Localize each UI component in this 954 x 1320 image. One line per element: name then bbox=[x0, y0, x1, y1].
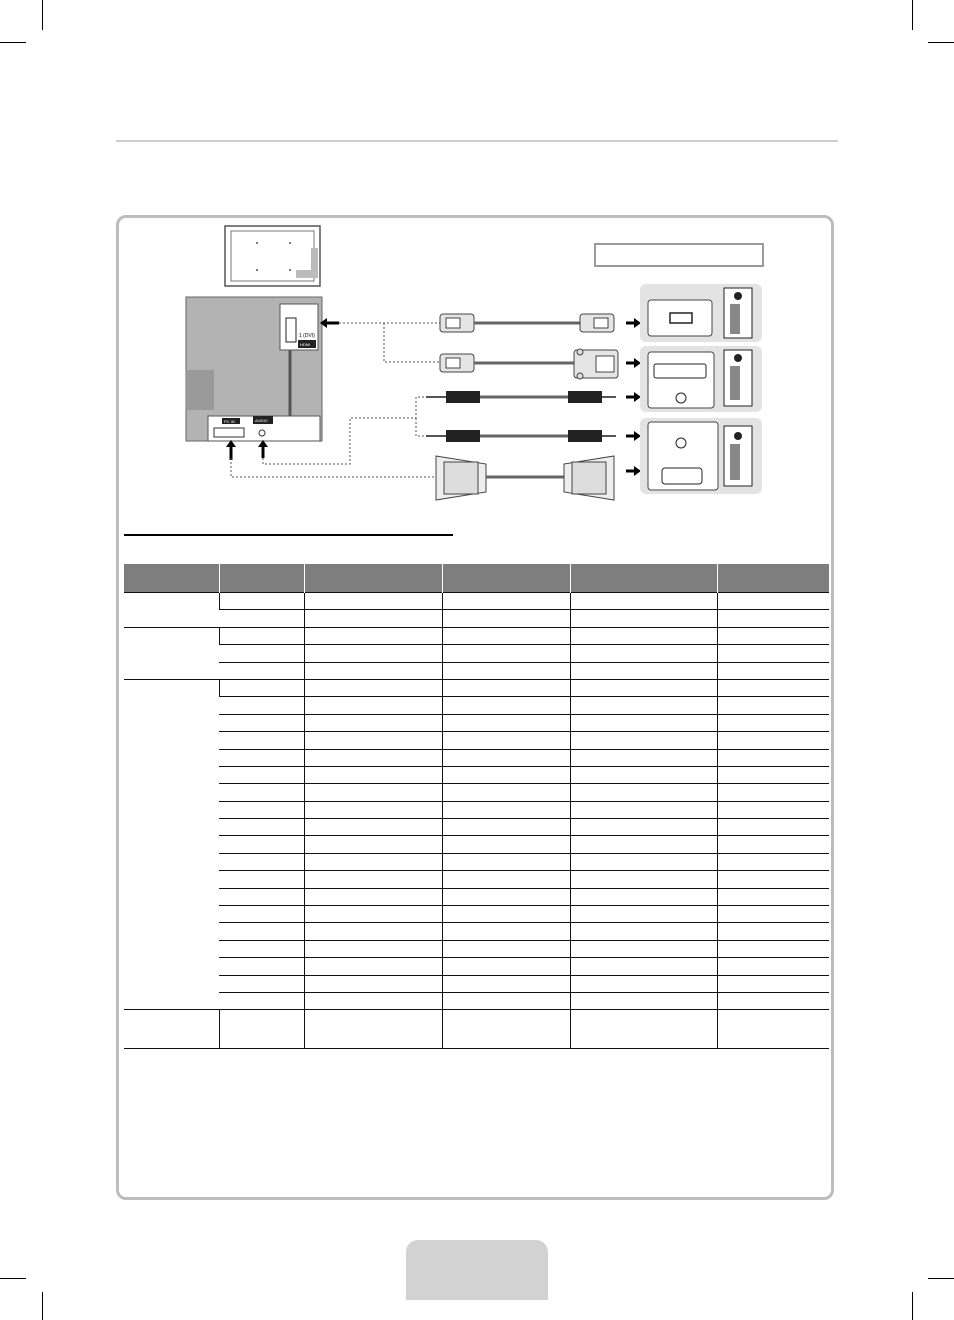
table-cell bbox=[219, 679, 304, 696]
table-cell bbox=[717, 975, 829, 992]
table-row bbox=[124, 697, 829, 714]
table-cell bbox=[570, 645, 717, 662]
table-row bbox=[124, 645, 829, 662]
table-row bbox=[124, 940, 829, 957]
table-header-row bbox=[124, 564, 829, 593]
table-cell bbox=[570, 940, 717, 957]
table-cell bbox=[570, 853, 717, 870]
table-row bbox=[124, 1010, 829, 1049]
table-cell bbox=[717, 610, 829, 627]
table-cell bbox=[442, 714, 570, 731]
table-cell bbox=[717, 593, 829, 610]
table-cell bbox=[219, 819, 304, 836]
table-cell bbox=[442, 940, 570, 957]
table-cell bbox=[304, 784, 442, 801]
table-row bbox=[124, 836, 829, 853]
table-cell bbox=[717, 732, 829, 749]
table-cell bbox=[717, 645, 829, 662]
table-cell bbox=[570, 766, 717, 783]
table-cell bbox=[717, 853, 829, 870]
table-cell bbox=[717, 923, 829, 940]
table-cell bbox=[570, 992, 717, 1009]
table-cell bbox=[304, 871, 442, 888]
table-cell bbox=[442, 610, 570, 627]
table-cell bbox=[304, 923, 442, 940]
table-cell bbox=[717, 714, 829, 731]
table-cell bbox=[570, 784, 717, 801]
crop-mark bbox=[42, 1292, 43, 1320]
table-cell bbox=[717, 992, 829, 1009]
table-cell bbox=[570, 610, 717, 627]
table-cell bbox=[442, 801, 570, 818]
table-cell bbox=[570, 714, 717, 731]
hdmi-port-label: HDMI bbox=[300, 342, 311, 347]
table-cell bbox=[717, 871, 829, 888]
table-cell bbox=[304, 819, 442, 836]
table-row bbox=[124, 853, 829, 870]
table-header-cell bbox=[570, 564, 717, 593]
table-cell bbox=[570, 836, 717, 853]
table-cell bbox=[304, 853, 442, 870]
table-cell bbox=[442, 627, 570, 644]
table-cell bbox=[219, 801, 304, 818]
table-row bbox=[124, 610, 829, 627]
table-cell bbox=[570, 662, 717, 679]
table-cell bbox=[219, 662, 304, 679]
table-cell bbox=[717, 679, 829, 696]
table-cell bbox=[570, 801, 717, 818]
table-cell bbox=[219, 992, 304, 1009]
table-cell bbox=[219, 714, 304, 731]
hdmi-cable-icon bbox=[440, 314, 614, 332]
hdmi-port-number: 1 (DVI) bbox=[299, 333, 315, 339]
table-header-cell bbox=[124, 564, 219, 593]
display-modes-table bbox=[124, 564, 829, 1049]
table-cell bbox=[442, 836, 570, 853]
table-cell bbox=[304, 662, 442, 679]
table-cell bbox=[219, 923, 304, 940]
table-group-cell bbox=[124, 593, 219, 628]
table-cell bbox=[717, 784, 829, 801]
table-cell bbox=[570, 697, 717, 714]
table-header-cell bbox=[442, 564, 570, 593]
crop-mark bbox=[928, 1278, 954, 1279]
table-cell bbox=[717, 888, 829, 905]
table-cell bbox=[442, 732, 570, 749]
table-cell bbox=[570, 1010, 717, 1049]
table-cell bbox=[442, 992, 570, 1009]
table-cell bbox=[219, 627, 304, 644]
table-group-cell bbox=[124, 627, 219, 679]
table-cell bbox=[219, 766, 304, 783]
table-cell bbox=[442, 958, 570, 975]
table-row bbox=[124, 819, 829, 836]
tv-front-outline-icon bbox=[225, 226, 320, 286]
d-sub-cable-icon bbox=[436, 456, 614, 500]
crop-mark bbox=[912, 1292, 913, 1320]
table-cell bbox=[304, 610, 442, 627]
page-number-tab bbox=[406, 1240, 548, 1300]
table-row bbox=[124, 784, 829, 801]
table-header-cell bbox=[219, 564, 304, 593]
table-cell bbox=[304, 697, 442, 714]
table-cell bbox=[442, 871, 570, 888]
table-cell bbox=[717, 819, 829, 836]
table-cell bbox=[570, 958, 717, 975]
table-cell bbox=[570, 627, 717, 644]
audio-in-label: AUDIO bbox=[255, 418, 268, 423]
crop-mark bbox=[0, 1278, 26, 1279]
table-cell bbox=[304, 679, 442, 696]
diagram-caption-box bbox=[594, 243, 764, 267]
table-group-cell bbox=[124, 679, 219, 1009]
table-cell bbox=[717, 958, 829, 975]
table-cell bbox=[304, 888, 442, 905]
table-cell bbox=[570, 871, 717, 888]
table-cell bbox=[717, 1010, 829, 1049]
table-cell bbox=[442, 697, 570, 714]
table-cell bbox=[570, 923, 717, 940]
table-cell bbox=[304, 1010, 442, 1049]
table-cell bbox=[219, 610, 304, 627]
table-row bbox=[124, 871, 829, 888]
table-header-cell bbox=[304, 564, 442, 593]
table-cell bbox=[570, 593, 717, 610]
table-cell bbox=[442, 593, 570, 610]
table-cell bbox=[570, 906, 717, 923]
table-cell bbox=[304, 593, 442, 610]
table-cell bbox=[717, 906, 829, 923]
table-cell bbox=[219, 836, 304, 853]
table-cell bbox=[442, 888, 570, 905]
table-cell bbox=[304, 714, 442, 731]
table-cell bbox=[717, 697, 829, 714]
table-cell bbox=[219, 975, 304, 992]
table-cell bbox=[304, 766, 442, 783]
table-cell bbox=[442, 906, 570, 923]
table-cell bbox=[442, 679, 570, 696]
table-row bbox=[124, 732, 829, 749]
table-cell bbox=[717, 801, 829, 818]
table-cell bbox=[219, 871, 304, 888]
table-cell bbox=[219, 749, 304, 766]
table-row bbox=[124, 975, 829, 992]
table-row bbox=[124, 662, 829, 679]
table-cell bbox=[219, 645, 304, 662]
table-cell bbox=[442, 749, 570, 766]
table-cell bbox=[717, 836, 829, 853]
table-cell bbox=[219, 958, 304, 975]
table-cell bbox=[570, 888, 717, 905]
table-cell bbox=[442, 784, 570, 801]
table-cell bbox=[304, 906, 442, 923]
table-cell bbox=[717, 749, 829, 766]
table-cell bbox=[442, 645, 570, 662]
table-cell bbox=[717, 662, 829, 679]
table-cell bbox=[570, 819, 717, 836]
table-row bbox=[124, 906, 829, 923]
table-cell bbox=[717, 940, 829, 957]
table-row bbox=[124, 679, 829, 696]
table-cell bbox=[442, 975, 570, 992]
table-cell bbox=[219, 906, 304, 923]
table-cell bbox=[219, 593, 304, 610]
table-cell bbox=[219, 1010, 304, 1049]
table-header-cell bbox=[717, 564, 829, 593]
table-cell bbox=[219, 853, 304, 870]
tv-rear-panel-icon bbox=[186, 297, 322, 441]
section-title-underline bbox=[124, 534, 453, 536]
table-row bbox=[124, 801, 829, 818]
table-cell bbox=[219, 940, 304, 957]
table-cell bbox=[570, 749, 717, 766]
table-cell bbox=[304, 801, 442, 818]
table-cell bbox=[442, 662, 570, 679]
table-cell bbox=[570, 975, 717, 992]
table-row bbox=[124, 923, 829, 940]
table-cell bbox=[442, 819, 570, 836]
table-cell bbox=[304, 958, 442, 975]
pc-tower-icon bbox=[640, 284, 762, 494]
table-row bbox=[124, 749, 829, 766]
table-row bbox=[124, 992, 829, 1009]
table-cell bbox=[442, 923, 570, 940]
connection-diagram bbox=[0, 0, 954, 520]
table-cell bbox=[442, 766, 570, 783]
table-cell bbox=[717, 627, 829, 644]
table-cell bbox=[304, 749, 442, 766]
table-cell bbox=[304, 732, 442, 749]
table-cell bbox=[304, 627, 442, 644]
table-cell bbox=[219, 697, 304, 714]
table-row bbox=[124, 714, 829, 731]
table-row bbox=[124, 627, 829, 644]
table-row bbox=[124, 766, 829, 783]
table-cell bbox=[304, 836, 442, 853]
table-cell bbox=[219, 784, 304, 801]
table-cell bbox=[219, 888, 304, 905]
table-cell bbox=[570, 732, 717, 749]
pc-in-label: PC IN bbox=[224, 419, 235, 424]
table-cell bbox=[717, 766, 829, 783]
table-cell bbox=[304, 975, 442, 992]
table-row bbox=[124, 888, 829, 905]
table-cell bbox=[442, 1010, 570, 1049]
table-cell bbox=[304, 940, 442, 957]
table-group-cell bbox=[124, 1010, 219, 1049]
hdmi-to-dvi-cable-icon bbox=[440, 349, 618, 379]
table-cell bbox=[304, 645, 442, 662]
table-cell bbox=[570, 679, 717, 696]
table-row bbox=[124, 593, 829, 610]
table-cell bbox=[304, 992, 442, 1009]
table-row bbox=[124, 958, 829, 975]
stereo-audio-cable-icon bbox=[426, 391, 616, 442]
table-cell bbox=[442, 853, 570, 870]
table-cell bbox=[219, 732, 304, 749]
